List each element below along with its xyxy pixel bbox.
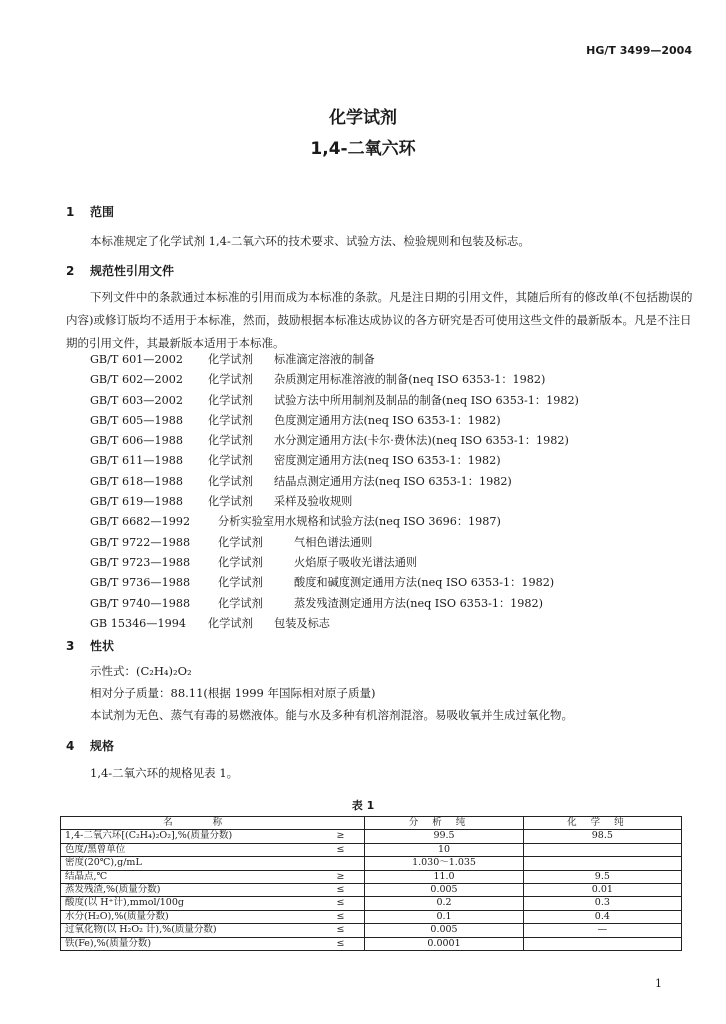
section-title: 规格 [90, 739, 115, 753]
reference-code: GB/T 9723—1988 [90, 555, 191, 569]
reference-item [90, 451, 579, 471]
reference-code: GB/T 611—1988 [90, 454, 183, 468]
row-item: 铁(Fe),%(质量分数) [61, 937, 317, 950]
reference-item [90, 472, 579, 492]
reference-title: 密度测定通用方法(neq ISO 6353-1：1982) [274, 454, 501, 468]
molar-mass-text: 相对分子质量：88.11(根据 1999 年国际相对原子质量) [90, 686, 376, 700]
reference-list [90, 350, 579, 634]
row-cp-value: 0.4 [523, 910, 681, 923]
reference-code: GB/T 619—1988 [90, 495, 183, 509]
reference-title: 包装及标志 [274, 616, 330, 630]
row-item: 水分(H₂O),%(质量分数) [61, 910, 317, 923]
section-number: 4 [66, 739, 75, 753]
table-row [61, 937, 682, 950]
properties-block [90, 660, 573, 726]
reference-code: GB/T 602—2002 [90, 373, 183, 387]
row-ar-value: 1.030～1.035 [365, 857, 523, 870]
header-chemically-pure: 化学纯 [523, 817, 681, 830]
reference-title: 试验方法中所用制剂及制品的制备(neq ISO 6353-1：1982) [274, 393, 579, 407]
section-title: 性状 [90, 639, 115, 653]
reference-code: GB/T 618—1988 [90, 474, 183, 488]
reference-category: 化学试剂 [218, 535, 263, 549]
section-title: 范围 [90, 205, 115, 219]
section-number: 1 [66, 205, 75, 219]
reference-item [90, 594, 579, 614]
reference-title: 火焰原子吸收光谱法通则 [294, 555, 418, 569]
row-operator: ≤ [317, 910, 365, 923]
reference-title: 杂质测定用标准溶液的制备(neq ISO 6353-1：1982) [274, 373, 546, 387]
spec-paragraph [66, 762, 696, 785]
table-row [61, 830, 682, 843]
row-ar-value: 10 [365, 843, 523, 856]
row-ar-value: 0.0001 [365, 937, 523, 950]
reference-title: 色度测定通用方法(neq ISO 6353-1：1982) [274, 413, 501, 427]
section-number: 3 [66, 639, 75, 653]
row-ar-value: 0.1 [365, 910, 523, 923]
table-row [61, 843, 682, 856]
reference-item [90, 614, 579, 634]
reference-category: 化学试剂 [208, 393, 253, 407]
reference-category: 化学试剂 [208, 495, 253, 509]
row-ar-value: 0.005 [365, 884, 523, 897]
row-cp-value: 98.5 [523, 830, 681, 843]
reference-code: GB 15346—1994 [90, 616, 186, 630]
reference-category: 化学试剂 [218, 576, 263, 590]
reference-item [90, 411, 579, 431]
row-operator: ≥ [317, 830, 365, 843]
row-cp-value [523, 857, 681, 870]
reference-title: 结晶点测定通用方法(neq ISO 6353-1：1982) [274, 474, 512, 488]
reference-code: GB/T 6682—1992 [90, 515, 191, 529]
formula-text: 示性式：(C₂H₄)₂O₂ [90, 664, 192, 678]
row-operator: ≤ [317, 897, 365, 910]
section-heading-scope [66, 203, 114, 220]
section-title: 规范性引用文件 [90, 264, 175, 278]
reference-category: 化学试剂 [208, 434, 253, 448]
reference-code: GB/T 9740—1988 [90, 596, 191, 610]
row-cp-value: 9.5 [523, 870, 681, 883]
header-analytical-reagent: 分析纯 [365, 817, 523, 830]
row-ar-value: 0.005 [365, 924, 523, 937]
spec-text: 1,4-二氧六环的规格见表 1。 [90, 766, 239, 780]
row-cp-value [523, 843, 681, 856]
reference-title: 蒸发残渣测定通用方法(neq ISO 6353-1：1982) [294, 596, 543, 610]
reference-title: 酸度和碱度测定通用方法(neq ISO 6353-1：1982) [294, 576, 555, 590]
page-number: 1 [655, 977, 662, 990]
reference-category: 化学试剂 [208, 353, 253, 366]
reference-code: GB/T 9722—1988 [90, 535, 191, 549]
reference-category: 化学试剂 [208, 616, 253, 630]
reference-code: GB/T 9736—1988 [90, 576, 191, 590]
row-item: 色度/黑曾单位 [61, 843, 317, 856]
document-subtitle: 1,4-二氧六环 [310, 139, 416, 159]
reference-category: 化学试剂 [208, 474, 253, 488]
table-row [61, 910, 682, 923]
row-operator: ≤ [317, 843, 365, 856]
row-operator: ≤ [317, 884, 365, 897]
table-row [61, 897, 682, 910]
standard-code: HG/T 3499—2004 [586, 44, 692, 57]
row-cp-value: 0.01 [523, 884, 681, 897]
reference-item [90, 512, 579, 532]
row-item: 1,4-二氧六环[(C₂H₄)₂O₂],%(质量分数) [61, 830, 317, 843]
row-item: 酸度(以 H⁺计),mmol/100g [61, 897, 317, 910]
section-heading-spec [66, 737, 114, 754]
description-text: 本试剂为无色、蒸气有毒的易燃液体。能与水及多种有机溶剂混溶。易吸收氧并生成过氧化物。 [90, 708, 573, 722]
row-cp-value: 0.3 [523, 897, 681, 910]
reference-category: 化学试剂 [208, 373, 253, 387]
section-heading-properties [66, 637, 114, 654]
reference-title: 水分测定通用方法(卡尔·费休法)(neq ISO 6353-1：1982) [274, 434, 569, 448]
reference-title: 气相色谱法通则 [294, 535, 373, 549]
scope-paragraph [66, 230, 696, 253]
document-title: 化学试剂 [329, 108, 397, 128]
section-heading-normative [66, 262, 174, 279]
row-item: 蒸发残渣,%(质量分数) [61, 884, 317, 897]
table-header-row [61, 817, 682, 830]
reference-category: 分析实验室用水规格和试验方法(neq ISO 3696：1987) [218, 515, 501, 529]
reference-code: GB/T 601—2002 [90, 353, 183, 366]
row-item: 密度(20℃),g/mL [61, 857, 317, 870]
reference-title: 采样及验收规则 [274, 495, 353, 509]
row-ar-value: 11.0 [365, 870, 523, 883]
table-row [61, 857, 682, 870]
row-item: 过氧化物(以 H₂O₂ 计),%(质量分数) [61, 924, 317, 937]
normative-intro-text: 下列文件中的条款通过本标准的引用而成为本标准的条款。凡是注日期的引用文件，其随后所有的修改单(不包括勘误的内容)或修订版均不适用于本标准，然而，鼓励根据本标准达成协议的各方研究是否可使用这些文件的最新版本。凡是不注日期的引用文件，其最新版本适用于本标准。 [66, 290, 693, 350]
header-name: 名称 [61, 817, 365, 830]
row-cp-value [523, 937, 681, 950]
reference-item [90, 553, 579, 573]
reference-category: 化学试剂 [218, 555, 263, 569]
reference-category: 化学试剂 [208, 454, 253, 468]
reference-code: GB/T 606—1988 [90, 434, 183, 448]
row-operator: ≤ [317, 924, 365, 937]
reference-item [90, 391, 579, 411]
reference-code: GB/T 605—1988 [90, 413, 183, 427]
row-item: 结晶点,℃ [61, 870, 317, 883]
scope-text: 本标准规定了化学试剂 1,4-二氧六环的技术要求、试验方法、检验规则和包装及标志。 [90, 234, 530, 248]
reference-item [90, 350, 579, 370]
row-operator [317, 857, 365, 870]
reference-code: GB/T 603—2002 [90, 393, 183, 407]
row-operator: ≥ [317, 870, 365, 883]
reference-category: 化学试剂 [208, 413, 253, 427]
row-cp-value: — [523, 924, 681, 937]
section-number: 2 [66, 264, 75, 278]
table-row [61, 924, 682, 937]
reference-item [90, 533, 579, 553]
row-ar-value: 99.5 [365, 830, 523, 843]
table-row [61, 884, 682, 897]
reference-item [90, 431, 579, 451]
table-caption: 表 1 [351, 799, 375, 812]
normative-intro [66, 286, 696, 355]
reference-title: 标准滴定溶液的制备 [274, 353, 375, 366]
reference-category: 化学试剂 [218, 596, 263, 610]
spec-table [60, 816, 682, 951]
table-row [61, 870, 682, 883]
row-ar-value: 0.2 [365, 897, 523, 910]
reference-item [90, 573, 579, 593]
reference-item [90, 492, 579, 512]
reference-item [90, 370, 579, 390]
row-operator: ≤ [317, 937, 365, 950]
